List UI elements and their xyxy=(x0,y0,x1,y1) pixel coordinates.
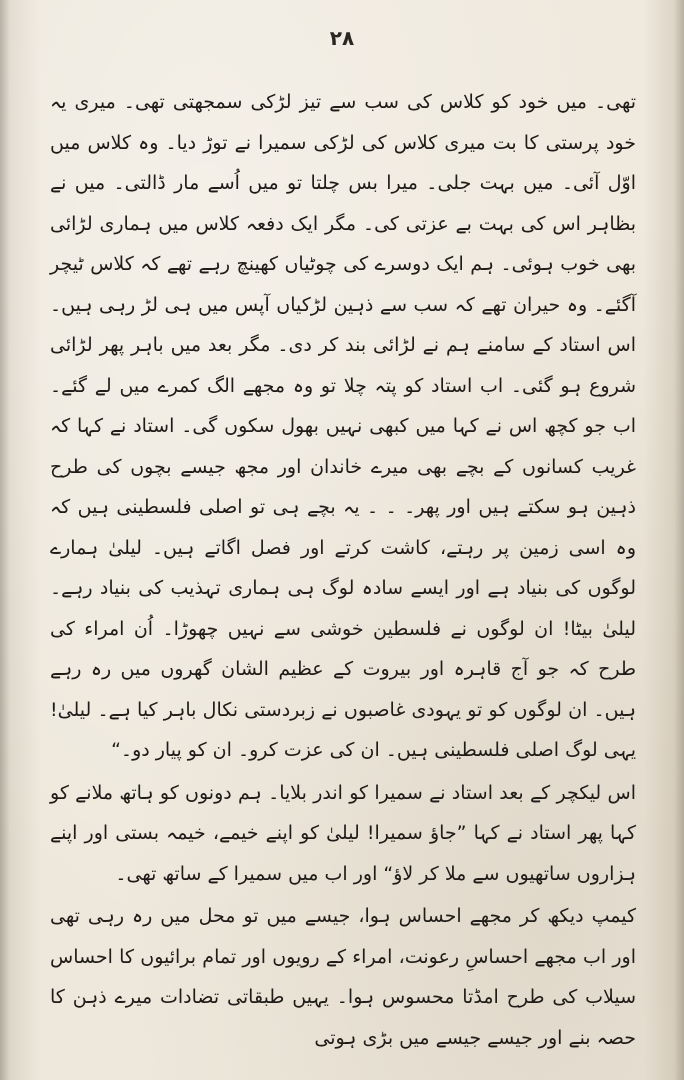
paragraph: کیمپ دیکھ کر مجھے احساس ہوا، جیسے میں تو محل میں رہ رہی تھی اور اب مجھے احساسِ رعونت، امراء کے رویوں اور تمام برائیوں کا احساس سیلاب کی طرح امڈتا محسوس ہوا۔ یہیں طبقاتی تضادات میرے ذہن کا حصہ بنے اور جیسے جیسے میں بڑی ہوتی xyxy=(50,905,636,1049)
page-edge-shadow-right xyxy=(674,0,684,1080)
paragraph: اس لیکچر کے بعد استاد نے سمیرا کو اندر بلایا۔ ہم دونوں کو ہاتھ ملانے کو کہا پھر استاد نے کہا ”جاؤ سمیرا! لیلیٰ کو اپنے خیمے، خیمہ بستی اور اپنے ہزاروں ساتھیوں سے ملا کر لاؤ“ اور اب میں سمیرا کے ساتھ تھی۔ xyxy=(50,781,636,885)
page-edge-shadow-left xyxy=(0,0,10,1080)
page-number: ۲۸ xyxy=(329,26,355,50)
page-body-text xyxy=(50,82,636,1058)
paragraph: تھی۔ میں خود کو کلاس کی سب سے تیز لڑکی سمجھتی تھی۔ میری یہ خود پرستی کا بت میری کلاس کی لڑکی سمیرا نے توڑ دیا۔ وہ کلاس میں اوّل آئی۔ میں بہت جلی۔ میرا بس چلتا تو میں اُسے مار ڈالتی۔ میں نے بظاہر اس کی بہت بے عزتی کی۔ مگر ایک دفعہ کلاس میں ہماری لڑائی بھی خوب ہوئی۔ ہم ایک دوسرے کی چوٹیاں کھینچ رہے تھے کہ کلاس ٹیچر آگئے۔ وہ حیران تھے کہ سب سے ذہین لڑکیاں آپس میں ہی لڑ رہی ہیں۔ اس استاد کے سامنے ہم نے لڑائی بند کر دی۔ مگر بعد میں باہر پھر لڑائی شروع ہو گئی۔ اب استاد کو پتہ چلا تو وہ مجھے الگ کمرے میں لے گئے۔ اب جو کچھ اس نے کہا میں کبھی نہیں بھول سکوں گی۔ استاد نے کہا کہ غریب کسانوں کے بچے بھی میرے خاندان اور مجھ جیسے بچوں کی طرح ذہین ہو سکتے ہیں اور پھر۔ ۔ ۔ یہ بچے ہی تو اصلی فلسطینی ہیں کہ وہ اسی زمین پر رہتے، کاشت کرتے اور فصل اگاتے ہیں۔ لیلیٰ ہمارے لوگوں کی بنیاد ہے اور ایسے سادہ لوگ ہی ہماری تہذیب کی بنیاد رہے۔ لیلیٰ بیٹا! ان لوگوں نے فلسطین خوشی سے نہیں چھوڑا۔ اُن امراء کی طرح کہ جو آج قاہرہ اور بیروت کے عظیم الشان گھروں میں رہ رہے ہیں۔ ان لوگوں کو تو یہودی غاصبوں نے زبردستی نکال باہر کیا ہے۔ لیلیٰ! یہی لوگ اصلی فلسطینی ہیں۔ ان کی عزت کرو۔ ان کو پیار دو۔“ xyxy=(50,91,636,761)
